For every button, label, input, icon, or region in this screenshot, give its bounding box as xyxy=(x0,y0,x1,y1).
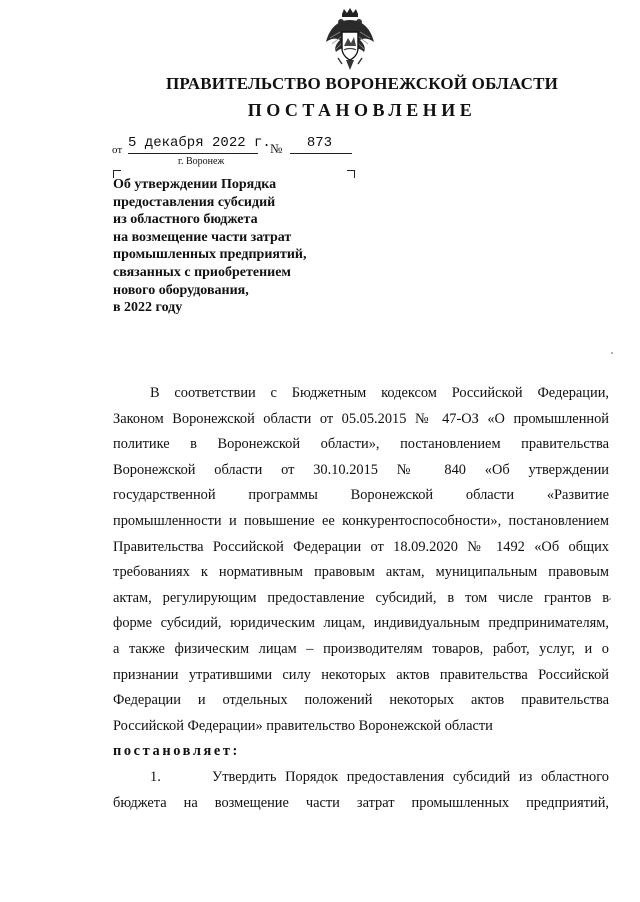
item-1-line-1 xyxy=(113,765,609,791)
body-line: промышленности и повышение ее конкурентоспособности», постановлением xyxy=(113,512,609,529)
city-label: г. Воронеж xyxy=(178,156,225,167)
item-1-text: Утвердить Порядок предоставления субсидий из областного xyxy=(212,768,609,785)
item-1-number: 1. xyxy=(150,768,161,785)
from-label: от xyxy=(112,144,123,156)
body-line: а также физическим лицам – производителям товаров, работ, услуг, и о xyxy=(113,640,609,657)
document-number xyxy=(290,136,352,154)
subject-line: в 2022 году xyxy=(113,300,183,316)
document-body xyxy=(113,381,609,816)
body-line: Федерации и отдельных положений некоторых актов правительства xyxy=(113,692,609,709)
subject-line: связанных с приобретением xyxy=(113,264,291,280)
body-line: Воронежской области от 30.10.2015 № 840 «Об утверждении xyxy=(113,461,609,478)
scan-dot xyxy=(609,598,611,600)
subject-line: предоставления субсидий xyxy=(113,194,276,210)
scan-dot xyxy=(611,352,613,354)
body-line: требованиях к нормативным правовым актам, муниципальным правовым xyxy=(113,564,609,581)
body-line: актам, регулирующим предоставление субсидий, в том числе грантов в xyxy=(113,589,609,606)
document-type: ПОСТАНОВЛЕНИЕ xyxy=(247,100,477,120)
item-1-line-2: бюджета на возмещение части затрат промышленных предприятий, xyxy=(113,794,609,811)
document-number-value: 873 xyxy=(306,135,333,151)
body-line: Российской Федерации» правительство Воронежской области xyxy=(113,717,493,734)
body-line: Законом Воронежской области от 05.05.2015 № 47-ОЗ «О промышленной xyxy=(113,410,609,427)
body-line: политике в Воронежской области», постановлением правительства xyxy=(113,436,609,453)
body-line: Правительства Российской Федерации от 18.09.2020 № 1492 «Об общих xyxy=(113,538,609,555)
subject-line: из областного бюджета xyxy=(113,212,258,228)
government-title: ПРАВИТЕЛЬСТВО ВОРОНЕЖСКОЙ ОБЛАСТИ xyxy=(165,74,559,93)
resolve-word: постановляет: xyxy=(113,743,240,760)
document-subject xyxy=(113,176,353,317)
coat-of-arms-icon xyxy=(324,8,376,74)
number-label: № xyxy=(270,141,283,156)
subject-line: промышленных предприятий, xyxy=(113,247,307,263)
subject-line: на возмещение части затрат xyxy=(113,229,292,245)
document-date: 5 декабря 2022 г. xyxy=(128,136,258,154)
body-line: В соответствии с Бюджетным кодексом Российской Федерации, xyxy=(150,385,609,401)
body-line: признании утратившими силу некоторых актов правительства Российской xyxy=(113,666,609,683)
body-line: государственной программы Воронежской области «Развитие xyxy=(113,487,609,504)
subject-line: Об утверждении Порядка xyxy=(113,177,277,192)
subject-line: нового оборудования, xyxy=(113,282,249,298)
body-line: форме субсидий, юридическим лицам, индивидуальным предпринимателям, xyxy=(113,615,609,632)
